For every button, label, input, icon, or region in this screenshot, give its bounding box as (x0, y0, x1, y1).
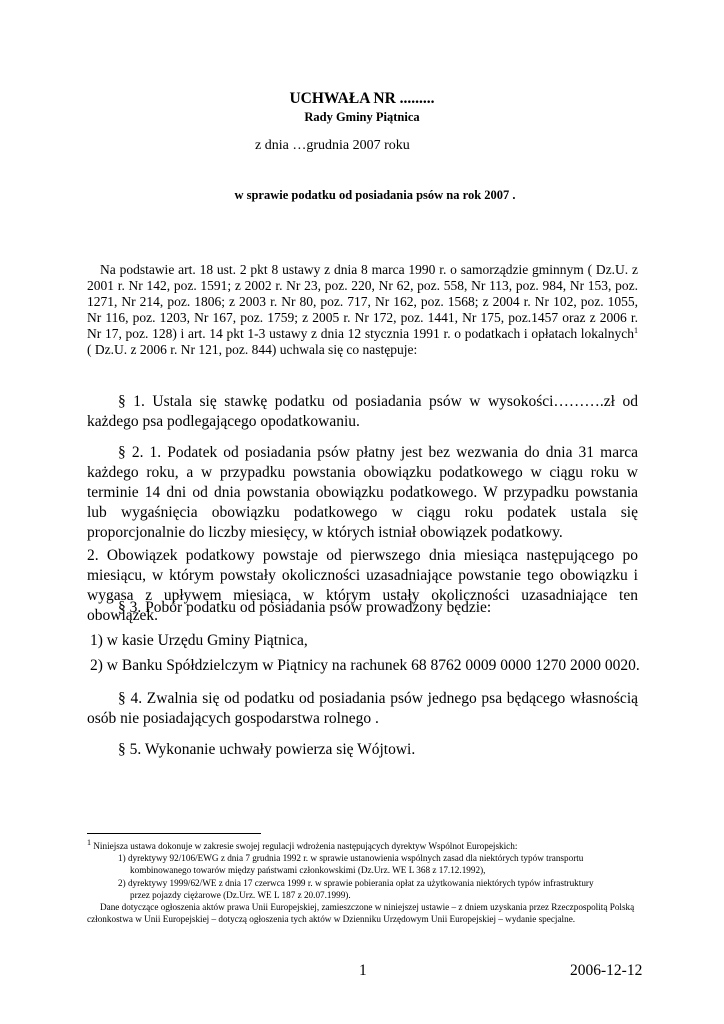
resolution-title: UCHWAŁA NR ......... (289, 90, 435, 107)
resolution-date: z dnia …grudnia 2007 roku (255, 138, 410, 153)
footnote-item-1-line-1: 1) dyrektywy 92/106/EWG z dnia 7 grudnia 1992 r. w sprawie ustanowienia wspólnych zasad dla niektórych typów transportu (118, 853, 584, 863)
footnote-closing: Dane dotyczące ogłoszenia aktów prawa Unii Europejskiej, zamieszczone w niniejszej ustawie – z dniem uzyskania przez Rzeczpospolitą Polską członkostwa w Unii Europejskiej – dotyczą ogłoszenia tych aktów w Dzienniku Urzędowym Unii Europejskiej – wydanie specjalne. (87, 902, 635, 924)
paragraph-3: § 3. Pobór podatku od posiadania psów prowadzony będzie: (118, 599, 492, 616)
footnote-intro-text: Niniejsza ustawa dokonuje w zakresie swojej regulacji wdrożenia następujących dyrektyw Wspólnot Europejskich: (91, 841, 518, 851)
paragraph-3-item-2: 2) w Banku Spółdzielczym w Piątnicy na rachunek 68 8762 0009 0000 1270 2000 0020. (90, 657, 640, 674)
footnote-item-2 (118, 877, 640, 901)
paragraph-1: § 1. Ustala się stawkę podatku od posiadania psów w wysokości……….zł od każdego psa podlegającego opodatkowaniu. (87, 393, 638, 430)
council-name: Rady Gminy Piątnica (304, 110, 420, 124)
resolution-topic: w sprawie podatku od posiadania psów na rok 2007 . (234, 188, 516, 202)
footnote-reference[interactable]: 1 (634, 326, 638, 335)
footnote-item-2-line-1: 2) dyrektywy 1999/62/WE z dnia 17 czerwca 1999 r. w sprawie pobierania opłat za użytkowania niektórych typów infrastruktury (118, 878, 594, 888)
paragraph-2-2: 2. Obowiązek podatkowy powstaje od pierwszego dnia miesiąca następującego po miesiącu, w którym powstały okoliczności uzasadniające powstanie tego obowiązku i wygasa z upływem miesiąca, w którym ustały okoliczności uzasadniające ten obowiązek. (87, 547, 638, 624)
paragraph-2-1: § 2. 1. Podatek od posiadania psów płatny jest bez wezwania do dnia 31 marca każdego roku, a w przypadku powstania obowiązku podatkowego w ciągu roku w terminie 14 dni od dnia powstania obowiązku podatkowego. W przypadku powstania lub wygaśnięcia obowiązku podatkowego w ciągu roku podatek ustala się proporcjonalnie do liczby miesięcy, w których istniał obowiązek podatkowy. (87, 444, 638, 541)
page-number: 1 (359, 962, 367, 979)
paragraph-5: § 5. Wykonanie uchwały powierza się Wójtowi. (118, 741, 416, 758)
footnote-item-2-line-2: przez pojazdy ciężarowe (Dz.Urz. WE L 187 z 20.07.1999). (130, 890, 351, 900)
preamble-text-end: ( Dz.U. z 2006 r. Nr 121, poz. 844) uchwala się co następuje: (87, 342, 418, 357)
footer-date: 2006-12-12 (570, 962, 643, 979)
footnote-intro (87, 840, 647, 852)
footnote-mark: 1 (87, 838, 91, 847)
preamble-paragraph (87, 262, 638, 358)
footnote-item-1-line-2: kombinowanego towarów między państwami członkowskimi (Dz.Urz. WE L 368 z 17.12.1992), (130, 865, 486, 875)
footnote-item-1 (118, 852, 640, 876)
footnote-separator (87, 833, 261, 834)
paragraph-3-item-1: 1) w kasie Urzędu Gminy Piątnica, (90, 632, 308, 649)
paragraph-4: § 4. Zwalnia się od podatku od posiadania psów jednego psa będącego własnością osób nie posiadających gospodarstwa rolnego . (87, 690, 638, 727)
preamble-text: Na podstawie art. 18 ust. 2 pkt 8 ustawy z dnia 8 marca 1990 r. o samorządzie gminnym ( Dz.U. z 2001 r. Nr 142, poz. 1591; z 2002 r. Nr 23, poz. 220, Nr 62, poz. 558, Nr 113, poz. 984, Nr 153, poz. 1271, Nr 214, poz. 1806; z 2003 r. Nr 80, poz. 717, Nr 162, poz. 1568; z 2004 r. Nr 102, poz. 1055, Nr 116, poz. 1203, Nr 167, poz. 1759; z 2005 r. Nr 172, poz. 1441, Nr 175, poz.1457 oraz z 2006 r. Nr 17, poz. 128) i art. 14 pkt 1-3 ustawy z dnia 12 stycznia 1991 r. o podatkach i opłatach lokalnych (87, 262, 638, 341)
